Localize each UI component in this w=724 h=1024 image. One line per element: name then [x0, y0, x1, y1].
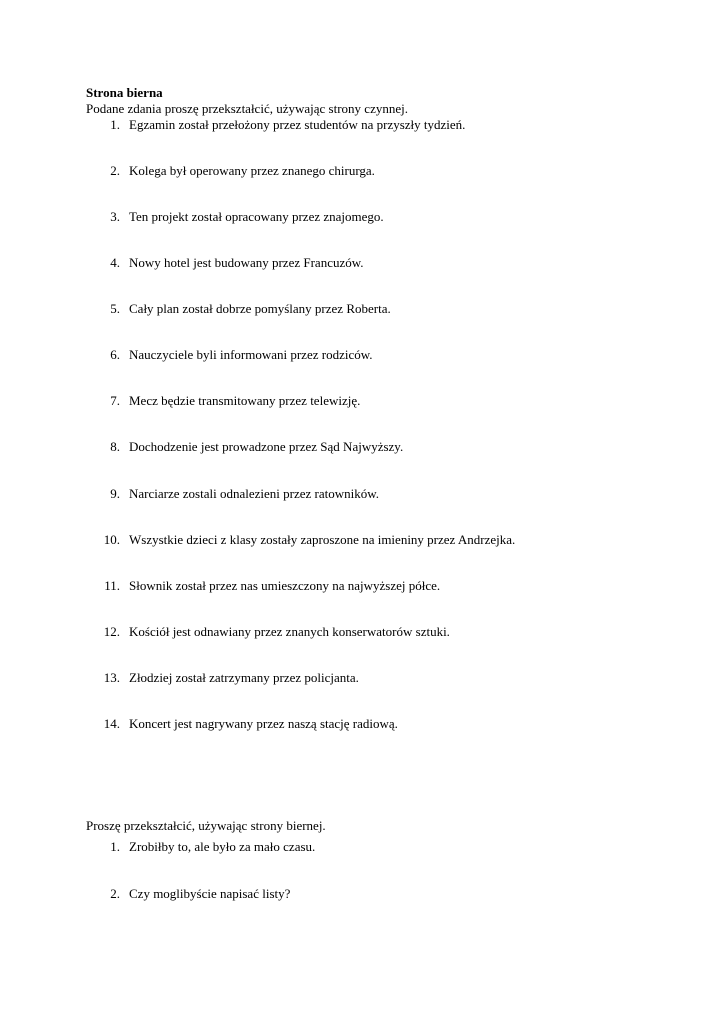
list-item [0, 839, 724, 855]
item-number: 6. [110, 347, 120, 362]
list-item [0, 624, 724, 640]
list-item [0, 255, 724, 271]
list-item [0, 716, 724, 732]
section2-instruction: Proszę przekształcić, używając strony biernej. [86, 818, 326, 833]
item-text: Złodziej został zatrzymany przez policjanta. [129, 670, 359, 685]
list-item [0, 578, 724, 594]
item-text: Mecz będzie transmitowany przez telewizję. [129, 393, 361, 408]
item-number: 5. [110, 301, 120, 316]
list-item [0, 209, 724, 225]
document-title: Strona bierna [86, 85, 163, 100]
item-text: Czy moglibyście napisać listy? [129, 886, 291, 901]
item-number: 2. [110, 886, 120, 901]
item-number: 8. [110, 439, 120, 454]
item-text: Słownik został przez nas umieszczony na najwyższej półce. [129, 578, 441, 593]
item-number: 4. [110, 255, 120, 270]
list-item [0, 301, 724, 317]
item-text: Zrobiłby to, ale było za mało czasu. [129, 839, 316, 854]
item-text: Wszystkie dzieci z klasy zostały zaproszone na imieniny przez Andrzejka. [129, 532, 516, 547]
item-number: 2. [110, 163, 120, 178]
item-number: 7. [110, 393, 120, 408]
item-number: 14. [103, 716, 120, 731]
list-item [0, 163, 724, 179]
item-text: Nauczyciele byli informowani przez rodziców. [129, 347, 373, 362]
list-item [0, 486, 724, 502]
item-number: 12. [103, 624, 120, 639]
item-number: 1. [110, 117, 120, 132]
section1-instruction: Podane zdania proszę przekształcić, używając strony czynnej. [86, 101, 408, 116]
item-number: 10. [103, 532, 120, 547]
item-text: Nowy hotel jest budowany przez Francuzów. [129, 255, 364, 270]
item-text: Kościół jest odnawiany przez znanych konserwatorów sztuki. [129, 624, 450, 639]
item-text: Narciarze zostali odnalezieni przez ratowników. [129, 486, 380, 501]
item-number: 9. [110, 486, 120, 501]
list-item [0, 439, 724, 455]
list-item [0, 532, 724, 548]
list-item [0, 347, 724, 363]
item-number: 11. [104, 578, 120, 593]
item-text: Cały plan został dobrze pomyślany przez Roberta. [129, 301, 391, 316]
list-item [0, 393, 724, 409]
item-text: Ten projekt został opracowany przez znajomego. [129, 209, 384, 224]
item-text: Dochodzenie jest prowadzone przez Sąd Najwyższy. [129, 439, 404, 454]
item-text: Egzamin został przełożony przez studentów na przyszły tydzień. [129, 117, 466, 132]
list-item [0, 886, 724, 902]
item-text: Kolega był operowany przez znanego chirurga. [129, 163, 375, 178]
item-number: 1. [110, 839, 120, 854]
item-number: 13. [103, 670, 120, 685]
list-item [0, 117, 724, 133]
item-number: 3. [110, 209, 120, 224]
item-text: Koncert jest nagrywany przez naszą stację radiową. [129, 716, 398, 731]
list-item [0, 670, 724, 686]
